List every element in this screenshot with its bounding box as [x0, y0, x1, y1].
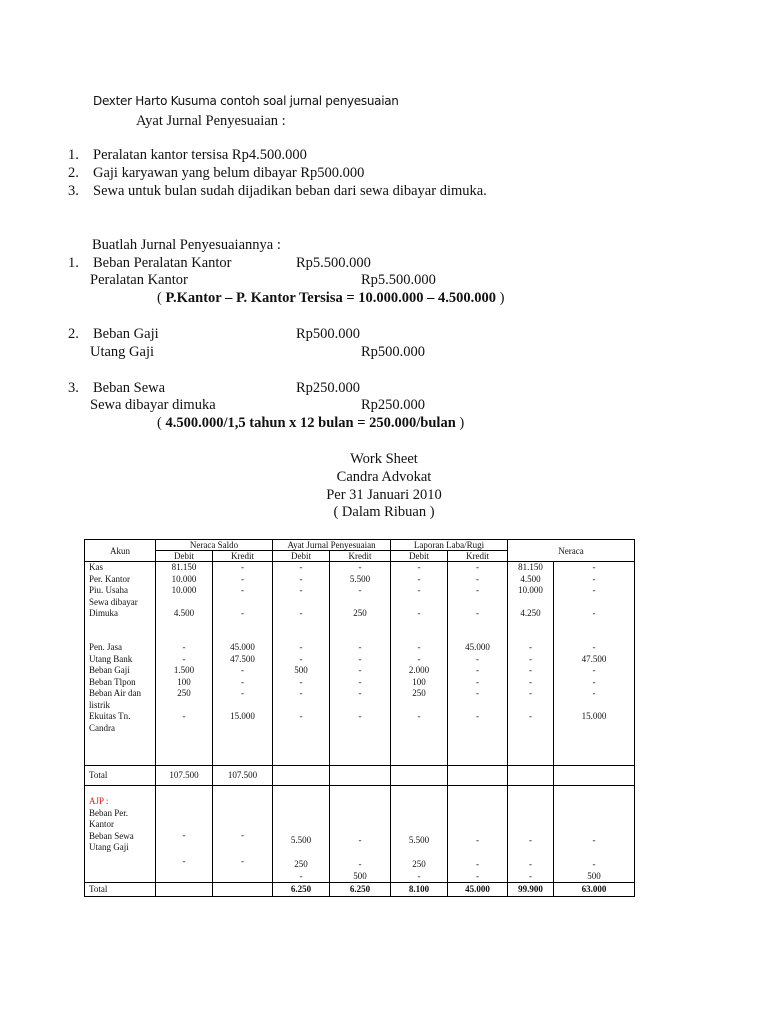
cell-value: Per. Kantor [89, 573, 130, 584]
cell-value: - [358, 653, 362, 664]
cell-value: - [358, 676, 362, 687]
cell-value: 250 [294, 859, 308, 869]
cell-value: - [182, 711, 186, 721]
cell-value: - [476, 688, 480, 698]
cell-value: - [241, 573, 244, 584]
instruction: Buatlah Jurnal Penyesuaiannya : [92, 237, 281, 253]
cell-value: Utang Bank [89, 653, 133, 664]
header-akun: Akun [85, 540, 156, 562]
cell-value: 250 [412, 859, 426, 869]
header-debit: Debit [156, 551, 213, 562]
cell-value: - [358, 711, 362, 721]
cell-value: - [299, 870, 303, 881]
cell-value [89, 624, 155, 642]
cell-value: - [299, 573, 303, 584]
list-item [68, 183, 487, 200]
total-ns-kredit: 107.500 [213, 766, 273, 786]
entry-debit-account: Beban Sewa [93, 380, 166, 396]
cell-value: - [299, 711, 303, 721]
cell-value: Beban Per. [89, 807, 128, 818]
cell-value [213, 723, 272, 735]
entry-credit-amount: Rp500.000 [361, 344, 426, 360]
total-ajp-debit: 6.250 [273, 883, 330, 897]
cell-value: 81.150 [171, 562, 197, 572]
cell-value [213, 700, 272, 712]
col-akun [85, 786, 156, 883]
cell-value: 45.000 [465, 642, 490, 652]
entry-credit-amount: Rp5.500.000 [361, 272, 436, 288]
entry-debit-amount: Rp5.500.000 [296, 255, 371, 271]
cell-value: - [358, 562, 362, 572]
cell-value: - [182, 653, 186, 664]
cell-value: 5.500 [290, 835, 312, 845]
cell-value: - [241, 830, 244, 840]
list-item [68, 147, 307, 164]
header-neraca-saldo: Neraca Saldo [156, 540, 273, 551]
cell-value: 250 [353, 608, 367, 618]
cell-value: - [241, 676, 244, 687]
col-lr-debit [391, 562, 448, 766]
cell-value: - [476, 859, 480, 869]
cell-value: Ekuitas Tn. [89, 711, 131, 721]
cell-value: - [299, 608, 303, 618]
cell-value [330, 624, 390, 642]
header-kredit: Kredit [213, 551, 273, 562]
cell-value: - [476, 608, 480, 618]
total-neraca-kredit: 63.000 [554, 883, 635, 897]
cell-value: - [592, 835, 596, 845]
entry-number: 3. [68, 380, 79, 396]
cell-value: 500 [353, 870, 367, 881]
cell-value: - [241, 608, 244, 618]
cell-value: 15.000 [230, 711, 255, 721]
total-label: Total [85, 883, 156, 897]
entry-credit-account: Sewa dibayar dimuka [90, 397, 216, 413]
list-number: 1. [68, 147, 79, 163]
cell-value: - [476, 870, 480, 881]
cell-value: 81.150 [518, 562, 543, 572]
cell-value: Pen. Jasa [89, 642, 122, 652]
cell-value: - [592, 573, 596, 584]
entry-number: 2. [68, 326, 79, 342]
total-ns-debit: 107.500 [156, 766, 213, 786]
header-debit: Debit [391, 551, 448, 562]
cell-value: 5.500 [408, 835, 430, 845]
cell-value [391, 700, 447, 712]
cell-value [330, 700, 390, 712]
cell-value: Beban Tlpon [89, 676, 136, 687]
cell-value: Beban Sewa [89, 830, 134, 841]
header-debit: Debit [273, 551, 330, 562]
cell-value: 15.000 [581, 711, 607, 721]
cell-value [273, 723, 329, 735]
list-text: Gaji karyawan yang belum dibayar Rp500.000 [93, 165, 365, 181]
cell-value [554, 700, 634, 712]
cell-value: 47.500 [581, 653, 607, 664]
cell-value [508, 723, 553, 735]
total-lr-debit: 8.100 [391, 883, 448, 897]
cell-value: 100 [412, 676, 426, 687]
cell-value [330, 723, 390, 735]
cell-value: - [592, 665, 596, 675]
cell-value [330, 597, 390, 609]
worksheet-table [84, 539, 634, 896]
cell-value: Piu. Usaha [89, 585, 128, 595]
cell-value: - [241, 585, 244, 595]
cell-value: 250 [412, 688, 426, 698]
cell-value [273, 700, 329, 712]
header-kredit: Kredit [448, 551, 508, 562]
entry-number: 1. [68, 255, 79, 271]
cell-value: - [592, 676, 596, 687]
cell-value: - [529, 688, 533, 698]
list-text: Peralatan kantor tersisa Rp4.500.000 [93, 147, 307, 163]
cell-value [448, 723, 507, 735]
worksheet-title: Work Sheet [350, 451, 418, 467]
cell-value: - [529, 653, 533, 664]
col-ns-kredit [213, 562, 273, 766]
cell-value: - [476, 665, 480, 675]
cell-value: - [299, 562, 303, 572]
worksheet-unit: ( Dalam Ribuan ) [333, 504, 435, 520]
cell-value: 10.000 [171, 573, 197, 584]
cell-value: - [592, 585, 596, 595]
cell-value [156, 700, 212, 712]
cell-value: Dimuka [89, 608, 118, 618]
cell-value [448, 700, 507, 712]
cell-value: - [299, 676, 303, 687]
entry-credit-account: Peralatan Kantor [90, 272, 188, 288]
cell-value: - [476, 573, 480, 584]
cell-value: - [529, 859, 533, 869]
cell-value [554, 624, 634, 642]
cell-value: - [476, 585, 480, 595]
cell-value: 250 [177, 688, 191, 698]
cell-value: - [241, 856, 244, 866]
cell-value [213, 624, 272, 642]
cell-value [554, 597, 634, 609]
cell-value [391, 624, 447, 642]
table-row-total [85, 766, 635, 786]
cell-value: 2.000 [408, 665, 430, 675]
cell-value: Candra [89, 722, 115, 733]
list-number: 2. [68, 165, 79, 181]
list-number: 3. [68, 183, 79, 199]
cell-value: - [358, 859, 362, 869]
col-ajp-debit [273, 562, 330, 766]
cell-value: - [417, 608, 421, 618]
col-ajp-kredit [330, 562, 391, 766]
cell-value: - [299, 642, 303, 652]
list-item [68, 165, 365, 182]
cell-value: - [417, 585, 421, 595]
cell-value: - [358, 665, 362, 675]
col-akun [85, 562, 156, 766]
cell-value: 4.250 [520, 608, 541, 618]
entry-debit-account: Beban Peralatan Kantor [93, 255, 232, 271]
cell-value: - [182, 830, 186, 840]
cell-value [448, 624, 507, 642]
worksheet-period: Per 31 Januari 2010 [326, 487, 442, 503]
header-kredit: Kredit [330, 551, 391, 562]
entry-debit-amount: Rp500.000 [296, 326, 361, 342]
cell-value [391, 597, 447, 609]
header-ayat-jurnal-penyesuaian: Ayat Jurnal Penyesuaian [273, 540, 391, 551]
cell-value [273, 597, 329, 609]
cell-value: Kantor [89, 819, 114, 829]
cell-value: - [476, 835, 480, 845]
cell-value: - [529, 665, 533, 675]
cell-value: - [476, 653, 480, 664]
table-row-total [85, 883, 635, 897]
cell-value [156, 597, 212, 609]
cell-value [156, 723, 212, 735]
cell-value [156, 624, 212, 642]
cell-value [391, 723, 447, 735]
worksheet-company: Candra Advokat [336, 469, 432, 485]
cell-value: - [417, 642, 421, 652]
cell-value: - [476, 562, 480, 572]
cell-value: Kas [89, 562, 103, 572]
cell-value: 100 [177, 676, 191, 687]
cell-value: 4.500 [520, 573, 541, 584]
entry-credit-amount: Rp250.000 [361, 397, 426, 413]
cell-value: - [592, 859, 596, 869]
cell-value: - [592, 562, 596, 572]
cell-value: - [299, 585, 303, 595]
header-laporan-laba-rugi: Laporan Laba/Rugi [391, 540, 508, 551]
cell-value: 47.500 [230, 653, 255, 664]
cell-value: - [241, 665, 244, 675]
entry-debit-account: Beban Gaji [93, 326, 159, 342]
cell-value: - [529, 711, 533, 721]
cell-value: 10.000 [518, 585, 543, 595]
table-row [85, 562, 635, 766]
cell-value: listrik [89, 699, 111, 710]
entry-credit-account: Utang Gaji [90, 344, 155, 360]
cell-value: Beban Air dan [89, 688, 141, 698]
cell-value: 500 [587, 870, 601, 881]
cell-value: - [476, 711, 480, 721]
col-ns-debit [156, 562, 213, 766]
cell-value: - [529, 835, 533, 845]
cell-value: - [299, 653, 303, 664]
total-neraca-debit: 99.900 [508, 883, 554, 897]
cell-value: Utang Gaji [89, 842, 129, 852]
cell-value: - [417, 573, 421, 584]
cell-value: - [241, 688, 244, 698]
cell-value: - [358, 585, 362, 595]
cell-value: - [358, 835, 362, 845]
col-neraca-kredit [554, 562, 635, 766]
cell-value: - [182, 642, 186, 652]
cell-value: - [299, 688, 303, 698]
entry-note: ( 4.500.000/1,5 tahun x 12 bulan = 250.000/bulan ) [157, 415, 465, 431]
cell-value: - [358, 642, 362, 652]
cell-value: - [417, 562, 421, 572]
total-label: Total [85, 766, 156, 786]
col-lr-kredit [448, 562, 508, 766]
cell-value: - [358, 688, 362, 698]
cell-value: 1.500 [173, 665, 195, 675]
cell-value: - [417, 711, 421, 721]
cell-value: - [592, 642, 596, 652]
total-lr-kredit: 45.000 [448, 883, 508, 897]
cell-value [508, 700, 553, 712]
entry-debit-amount: Rp250.000 [296, 380, 361, 396]
ajp-label: AJP : [89, 796, 109, 806]
table-row-ajp [85, 786, 635, 883]
cell-value: 500 [294, 665, 308, 675]
cell-value: 10.000 [171, 585, 197, 595]
cell-value [273, 624, 329, 642]
cell-value: - [592, 688, 596, 698]
cell-value: - [417, 870, 421, 881]
cell-value: - [182, 856, 186, 866]
section-title: Ayat Jurnal Penyesuaian : [136, 113, 286, 129]
cell-value: Beban Gaji [89, 665, 130, 675]
cell-value: 4.500 [173, 608, 195, 618]
cell-value [508, 597, 553, 609]
cell-value: - [529, 642, 533, 652]
cell-value [448, 597, 507, 609]
cell-value [213, 597, 272, 609]
cell-value: - [592, 608, 596, 618]
entry-note: ( P.Kantor – P. Kantor Tersisa = 10.000.000 – 4.500.000 ) [157, 290, 505, 306]
document-header: Dexter Harto Kusuma contoh soal jurnal penyesuaian [93, 94, 399, 108]
cell-value: 45.000 [230, 642, 255, 652]
cell-value: - [476, 676, 480, 687]
cell-value: 5.500 [349, 573, 371, 584]
cell-value: - [529, 676, 533, 687]
cell-value: Sewa dibayar [89, 596, 138, 607]
total-ajp-kredit: 6.250 [330, 883, 391, 897]
cell-value [554, 723, 634, 735]
header-neraca: Neraca [508, 540, 635, 562]
cell-value: - [241, 562, 244, 572]
list-text: Sewa untuk bulan sudah dijadikan beban dari sewa dibayar dimuka. [93, 183, 487, 199]
cell-value [508, 624, 553, 642]
cell-value: - [417, 653, 421, 664]
cell-value: - [529, 870, 533, 881]
col-neraca-debit [508, 562, 554, 766]
